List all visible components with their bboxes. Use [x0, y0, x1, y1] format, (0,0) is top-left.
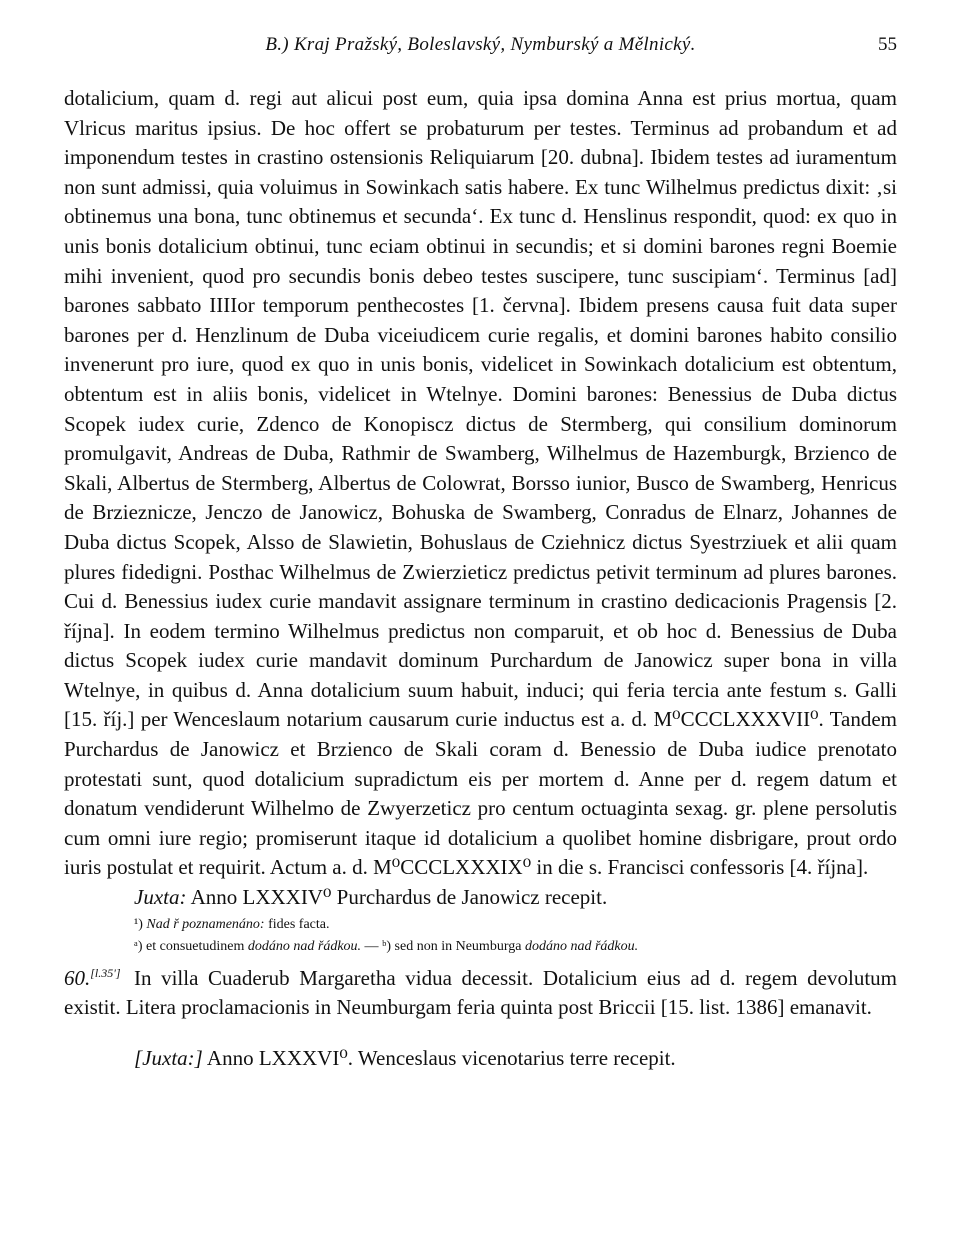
entry-60 — [64, 964, 897, 1023]
footnote-italic: Nad ř poznamenáno: — [146, 916, 265, 932]
footnote-marker-a: ᵃ) — [134, 938, 143, 954]
footnote-2 — [134, 936, 897, 958]
running-header — [64, 34, 897, 68]
entry-lead — [64, 964, 134, 994]
header-title: B.) Kraj Pražský, Boleslavský, Nymburský a Mělnický. — [265, 34, 696, 55]
footnote-text-b: sed non in Neumburga — [394, 938, 522, 954]
juxta-label: [Juxta:] — [134, 1045, 203, 1070]
juxta-note-2 — [134, 1044, 897, 1074]
main-paragraph: dotalicium, quam d. regi aut alicui post eum, quia ipsa domina Anna est prius mortua, quam Vlricus maritus ipsius. De hoc offert se probaturum per testes. Terminus ad probandum et ad imponendum testes in crastino ostensionis Reliquiarum [20. dubna]. Ibidem testes ad iuramentum non sunt admissi, quia voluimus in Sowinkach satis habere. Ex tunc Wilhelmus predictus dixit: ‚si obtinemus una bona, tunc obtinemus et secunda‘. Ex tunc d. Henslinus respondit, quod: ex quo in unis bonis dotalicium obtinui, tunc eciam obtinui in secundis; et si domini barones regni Boemie mihi invenient, quod pro secundis bonis debeo testes suscipere, tunc suscipiam‘. Terminus [ad] barones sabbato IIIIor temporum penthecostes [1. června]. Ibidem presens causa fuit data super barones per d. Henzlinum de Duba viceiudicem curie regalis, et domini barones habito consilio invenerunt pro iure, quod ex quo in unis bonis, videlicet in Sowinkach dotalicium est obtentum, obtentum est in aliis bonis, videlicet in Wtelnye. Domini barones: Benessius de Duba dictus Scopek iudex curie, Zdenco de Konopiscz dictus de Stermberg, qui consilium dominorum promulgavit, Andreas de Duba, Rathmir de Swamberg, Wilhelmus de Hazemburgk, Brzienco de Skali, Albertus de Stermberg, Albertus de Colowrat, Borsso iunior, Busco de Swamberg, Henricus de Brzieznicze, Jenczo de Janowicz, Bohuska de Swamberg, Conradus de Elnarz, Johannes de Duba dictus Scopek, Alsso de Slawietin, Bohuslaus de Cziehnicz dictus Syestrziuek et alii quam plures fidedigni. Posthac Wilhelmus de Zwierzieticz predictus petivit terminum ad plures barones. Cui d. Benessius iudex curie mandavit assignare terminum in crastino dedicacionis Pragensis [2. října]. In eodem termino Wilhelmus predictus non comparuit, et ob hoc d. Benessius de Duba dictus Scopek iudex curie mandavit dominum Purchardum de Janowicz super bona in villa Wtelnye, in quibus d. Anna dotalicium suum habuit, induci; qui feria tercia ante festum s. Galli [15. říj.] per Wenceslaum notarium causarum curie inductus est a. d. M⁰CCCLXXXVII⁰. Tandem Purchardus de Janowicz et Brzienco de Skali coram d. Benessio de Duba iudice prenotato protestati sunt, quod dotalicium supradictum eis per mortem d. Anne per d. regem datum et donatum vendiderunt Wilhelmo de Zwyerzeticz pro centum octuaginta sexag. gr. plene persolutis cum omni iure regio; promiserunt itaque id dotalicium a quolibet homine disbrigare, prout ordo iuris postulat et requirit. Actum a. d. M⁰CCCLXXXIX⁰ in die s. Francisci confessoris [4. října]. — [64, 86, 897, 880]
main-text — [64, 84, 897, 883]
juxta-text: Anno LXXXIV⁰ Purchardus de Janowicz recepit. — [190, 885, 608, 910]
entry-number: 60. — [64, 965, 91, 990]
footnote-separator: — — [364, 938, 379, 954]
footnote-italic-b: dodáno nad řádkou. — [524, 938, 639, 954]
footnote-text: fides facta. — [268, 916, 330, 932]
folio-ref: [l.35'] — [90, 965, 121, 980]
juxta-label: Juxta: — [134, 885, 187, 910]
footnote-italic-a: dodáno nad řádkou. — [247, 938, 362, 954]
footnote-text-a: et consuetudinem — [146, 938, 245, 954]
juxta-text: Anno LXXXVI⁰. Wenceslaus vicenotarius terre recepit. — [206, 1045, 676, 1070]
footnote-marker: ¹) — [134, 916, 143, 932]
page-number: 55 — [878, 34, 897, 55]
juxta-note-1 — [134, 883, 897, 913]
footnote-marker-b: ᵇ) — [382, 938, 392, 954]
entry-text: In villa Cuaderub Margaretha vidua decessit. Dotalicium eius ad d. regem devolutum existit. Litera proclamacionis in Neumburgam feria quinta post Briccii [15. list. 1386] emanavit. — [64, 965, 897, 1020]
footnote-1 — [134, 914, 897, 936]
document-page — [64, 34, 897, 1073]
